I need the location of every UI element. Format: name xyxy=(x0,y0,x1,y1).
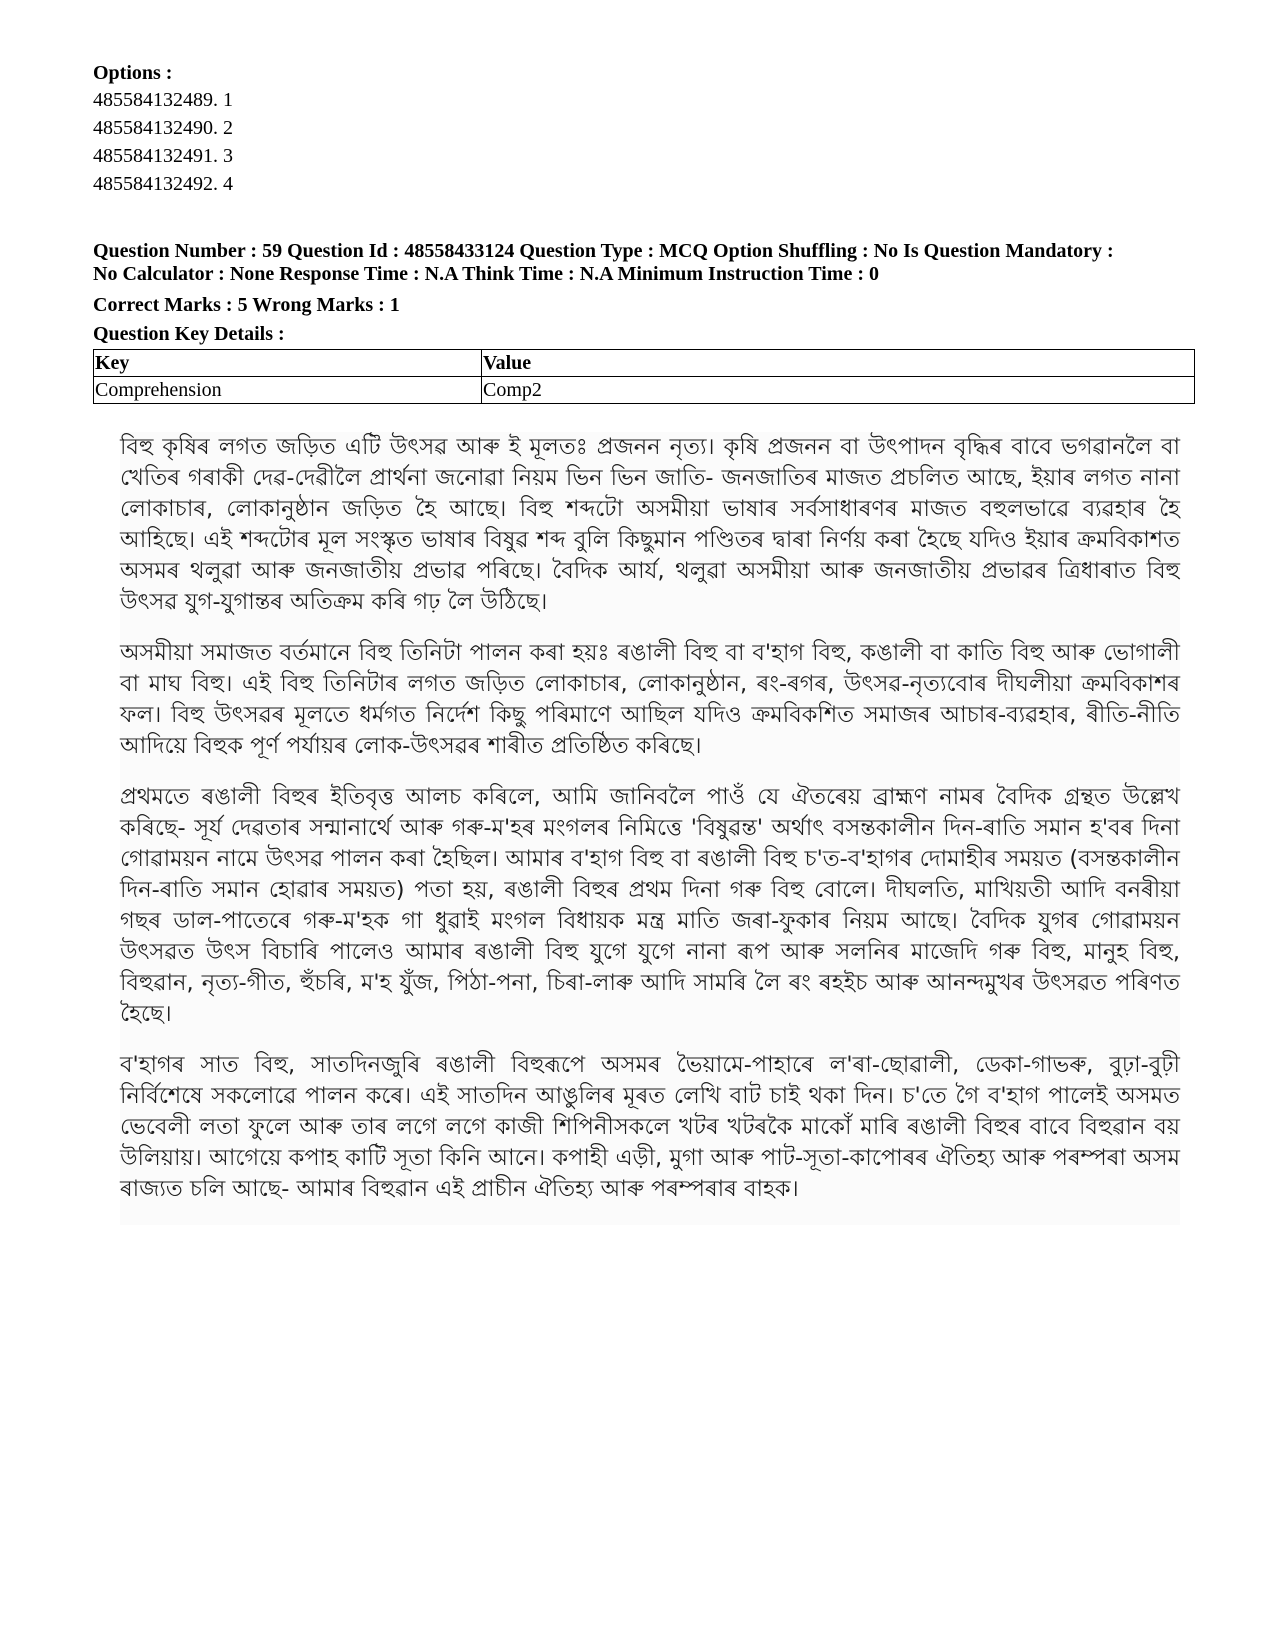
marks-line: Correct Marks : 5 Wrong Marks : 1 xyxy=(93,294,400,316)
passage-paragraph-3: প্ৰথমতে ৰঙালী বিহুৰ ইতিবৃত্ত আলচ কৰিলে, আমি জানিবলৈ পাওঁ যে ঐতৰেয় ব্ৰাহ্মণ নামৰ বৈদিক গ্ৰন্থত উল্লেখ কৰিছে- সূৰ্য দেৱতাৰ সন্মানাৰ্থে আৰু গৰু-ম'হৰ মংগলৰ নিমিত্তে 'বিষুৱন্ত' অৰ্থাৎ বসন্তকালীন দিন-ৰাতি সমান হ'বৰ দিনা গোৱাময়ন নামে উৎসৱ পালন কৰা হৈছিল। আমাৰ ব'হাগ বিহু বা ৰঙালী বিহু চ'ত-ব'হাগৰ দোমাহীৰ সময়ত (বসন্তকালীন দিন-ৰাতি সমান হোৱাৰ সময়ত) পতা হয়, ৰঙালী বিহুৰ প্ৰথম দিনা গৰু বিহু বোলে। দীঘলতি, মাখিয়তী আদি বনৰীয়া গছৰ ডাল-পাতেৰে গৰু-ম'হক গা ধুৱাই মংগল বিধায়ক মন্ত্ৰ মাতি জৰা-ফুকাৰ নিয়ম আছে। বৈদিক যুগৰ গোৱাময়ন উৎসৱত উৎস বিচাৰি পালেও আমাৰ ৰঙালী বিহু যুগে যুগে নানা ৰূপ আৰু সলনিৰ মাজেদি গৰু বিহু, মানুহ বিহু, বিহুৱান, নৃত্য-গীত, হুঁচৰি, ম'হ যুঁজ, পিঠা-পনা, চিৰা-লাৰু আদি সামৰি লৈ ৰং ৰহইচ আৰু আনন্দমুখৰ উৎসৱত পৰিণত হৈছে। xyxy=(120,784,1180,1027)
table-cell-key: Comprehension xyxy=(94,377,482,404)
question-page xyxy=(93,60,1193,404)
question-meta-line-1: Question Number : 59 Question Id : 48558433124 Question Type : MCQ Option Shuffling : No Is Question Mandatory : xyxy=(93,240,1114,262)
passage-paragraph-4: ব'হাগৰ সাত বিহু, সাতদিনজুৰি ৰঙালী বিহুৰূপে অসমৰ ভৈয়ামে-পাহাৰে ল'ৰা-ছোৱালী, ডেকা-গাভৰু, বুঢ়া-বুঢ়ী নিৰ্বিশেষে সকলোৱে পালন কৰে। এই সাতদিন আঙুলিৰ মূৰত লেখি বাট চাই থকা দিন। চ'তে গৈ ব'হাগ পালেই অসমত ভেবেলী লতা ফুলে আৰু তাৰ লগে লগে কাজী শিপিনীসকলে খটৰ খটৰকৈ মাকোঁ মাৰি ৰঙালী বিহুৰ বাবে বিহুৱান বয় উলিয়ায়। আগেয়ে কপাহ কাটি সূতা কিনি আনে। কপাহী এড়ী, মুগা আৰু পাট-সূতা-কাপোৰৰ ঐতিহ্য আৰু পৰম্পৰা অসম ৰাজ্যত চলি আছে- আমাৰ বিহুৱান এই প্ৰাচীন ঐতিহ্য আৰু পৰম্পৰাৰ বাহক। xyxy=(120,1052,1180,1202)
passage-paragraph-1: বিহু কৃষিৰ লগত জড়িত এটি উৎসৱ আৰু ই মূলতঃ প্ৰজনন নৃত্য। কৃষি প্ৰজনন বা উৎপাদন বৃদ্ধিৰ বাবে ভগৱানলৈ বা খেতিৰ গৰাকী দেৱ-দেৱীলৈ প্ৰাৰ্থনা জনোৱা নিয়ম ভিন ভিন জাতি- জনজাতিৰ মাজত প্ৰচলিত আছে, ইয়াৰ লগত নানা লোকাচাৰ, লোকানুষ্ঠান জড়িত হৈ আছে। বিহু শব্দটো অসমীয়া ভাষাৰ সৰ্বসাধাৰণৰ মাজত বহুলভাৱে ব্যৱহাৰ হৈ আহিছে। এই শব্দটোৰ মূল সংস্কৃত ভাষাৰ বিষুৱ শব্দ বুলি কিছুমান পণ্ডিতৰ দ্বাৰা নিৰ্ণয় কৰা হৈছে যদিও ইয়াৰ ক্ৰমবিকাশত অসমৰ থলুৱা আৰু জনজাতীয় প্ৰভাৱ পৰিছে। বৈদিক আৰ্য, থলুৱা অসমীয়া আৰু জনজাতীয় প্ৰভাৱৰ ত্ৰিধাৰাত বিহু উৎসৱ যুগ-যুগান্তৰ অতিক্ৰম কৰি গঢ় লৈ উঠিছে। xyxy=(120,434,1180,615)
table-row xyxy=(94,377,1195,404)
table-cell-value: Comp2 xyxy=(482,377,1195,404)
passage-paragraph-2: অসমীয়া সমাজত বৰ্তমানে বিহু তিনিটা পালন কৰা হয়ঃ ৰঙালী বিহু বা ব'হাগ বিহু, কঙালী বা কাতি বিহু আৰু ভোগালী বা মাঘ বিহু। এই বিহু তিনিটাৰ লগত জড়িত লোকাচাৰ, লোকানুষ্ঠান, ৰং-ৰগৰ, উৎসৱ-নৃত্যবোৰ দীঘলীয়া ক্ৰমবিকাশৰ ফল। বিহু উৎসৱৰ মূলতে ধৰ্মগত নিৰ্দেশ কিছু পৰিমাণে আছিল যদিও ক্ৰমবিকশিত সমাজৰ আচাৰ-ব্যৱহাৰ, ৰীতি-নীতি আদিয়ে বিহুক পূৰ্ণ পৰ্যায়ৰ লোক-উৎসৱৰ শাৰীত প্ৰতিষ্ঠিত কৰিছে। xyxy=(120,640,1180,759)
question-meta-line-2: No Calculator : None Response Time : N.A Think Time : N.A Minimum Instruction Time : 0 xyxy=(93,263,879,285)
option-item-4: 485584132492. 4 xyxy=(93,173,233,195)
options-list xyxy=(93,86,1193,198)
table-header-row xyxy=(94,350,1195,377)
table-header-value: Value xyxy=(482,350,1195,377)
options-section xyxy=(93,60,1193,198)
key-details-table xyxy=(93,349,1195,404)
option-item-3: 485584132491. 3 xyxy=(93,145,233,167)
table-header-key: Key xyxy=(94,350,482,377)
comprehension-passage xyxy=(120,432,1180,1225)
question-meta xyxy=(93,240,1193,286)
option-item-1: 485584132489. 1 xyxy=(93,89,233,111)
option-item-2: 485584132490. 2 xyxy=(93,117,233,139)
options-heading: Options : xyxy=(93,62,173,84)
key-details-heading: Question Key Details : xyxy=(93,323,285,345)
